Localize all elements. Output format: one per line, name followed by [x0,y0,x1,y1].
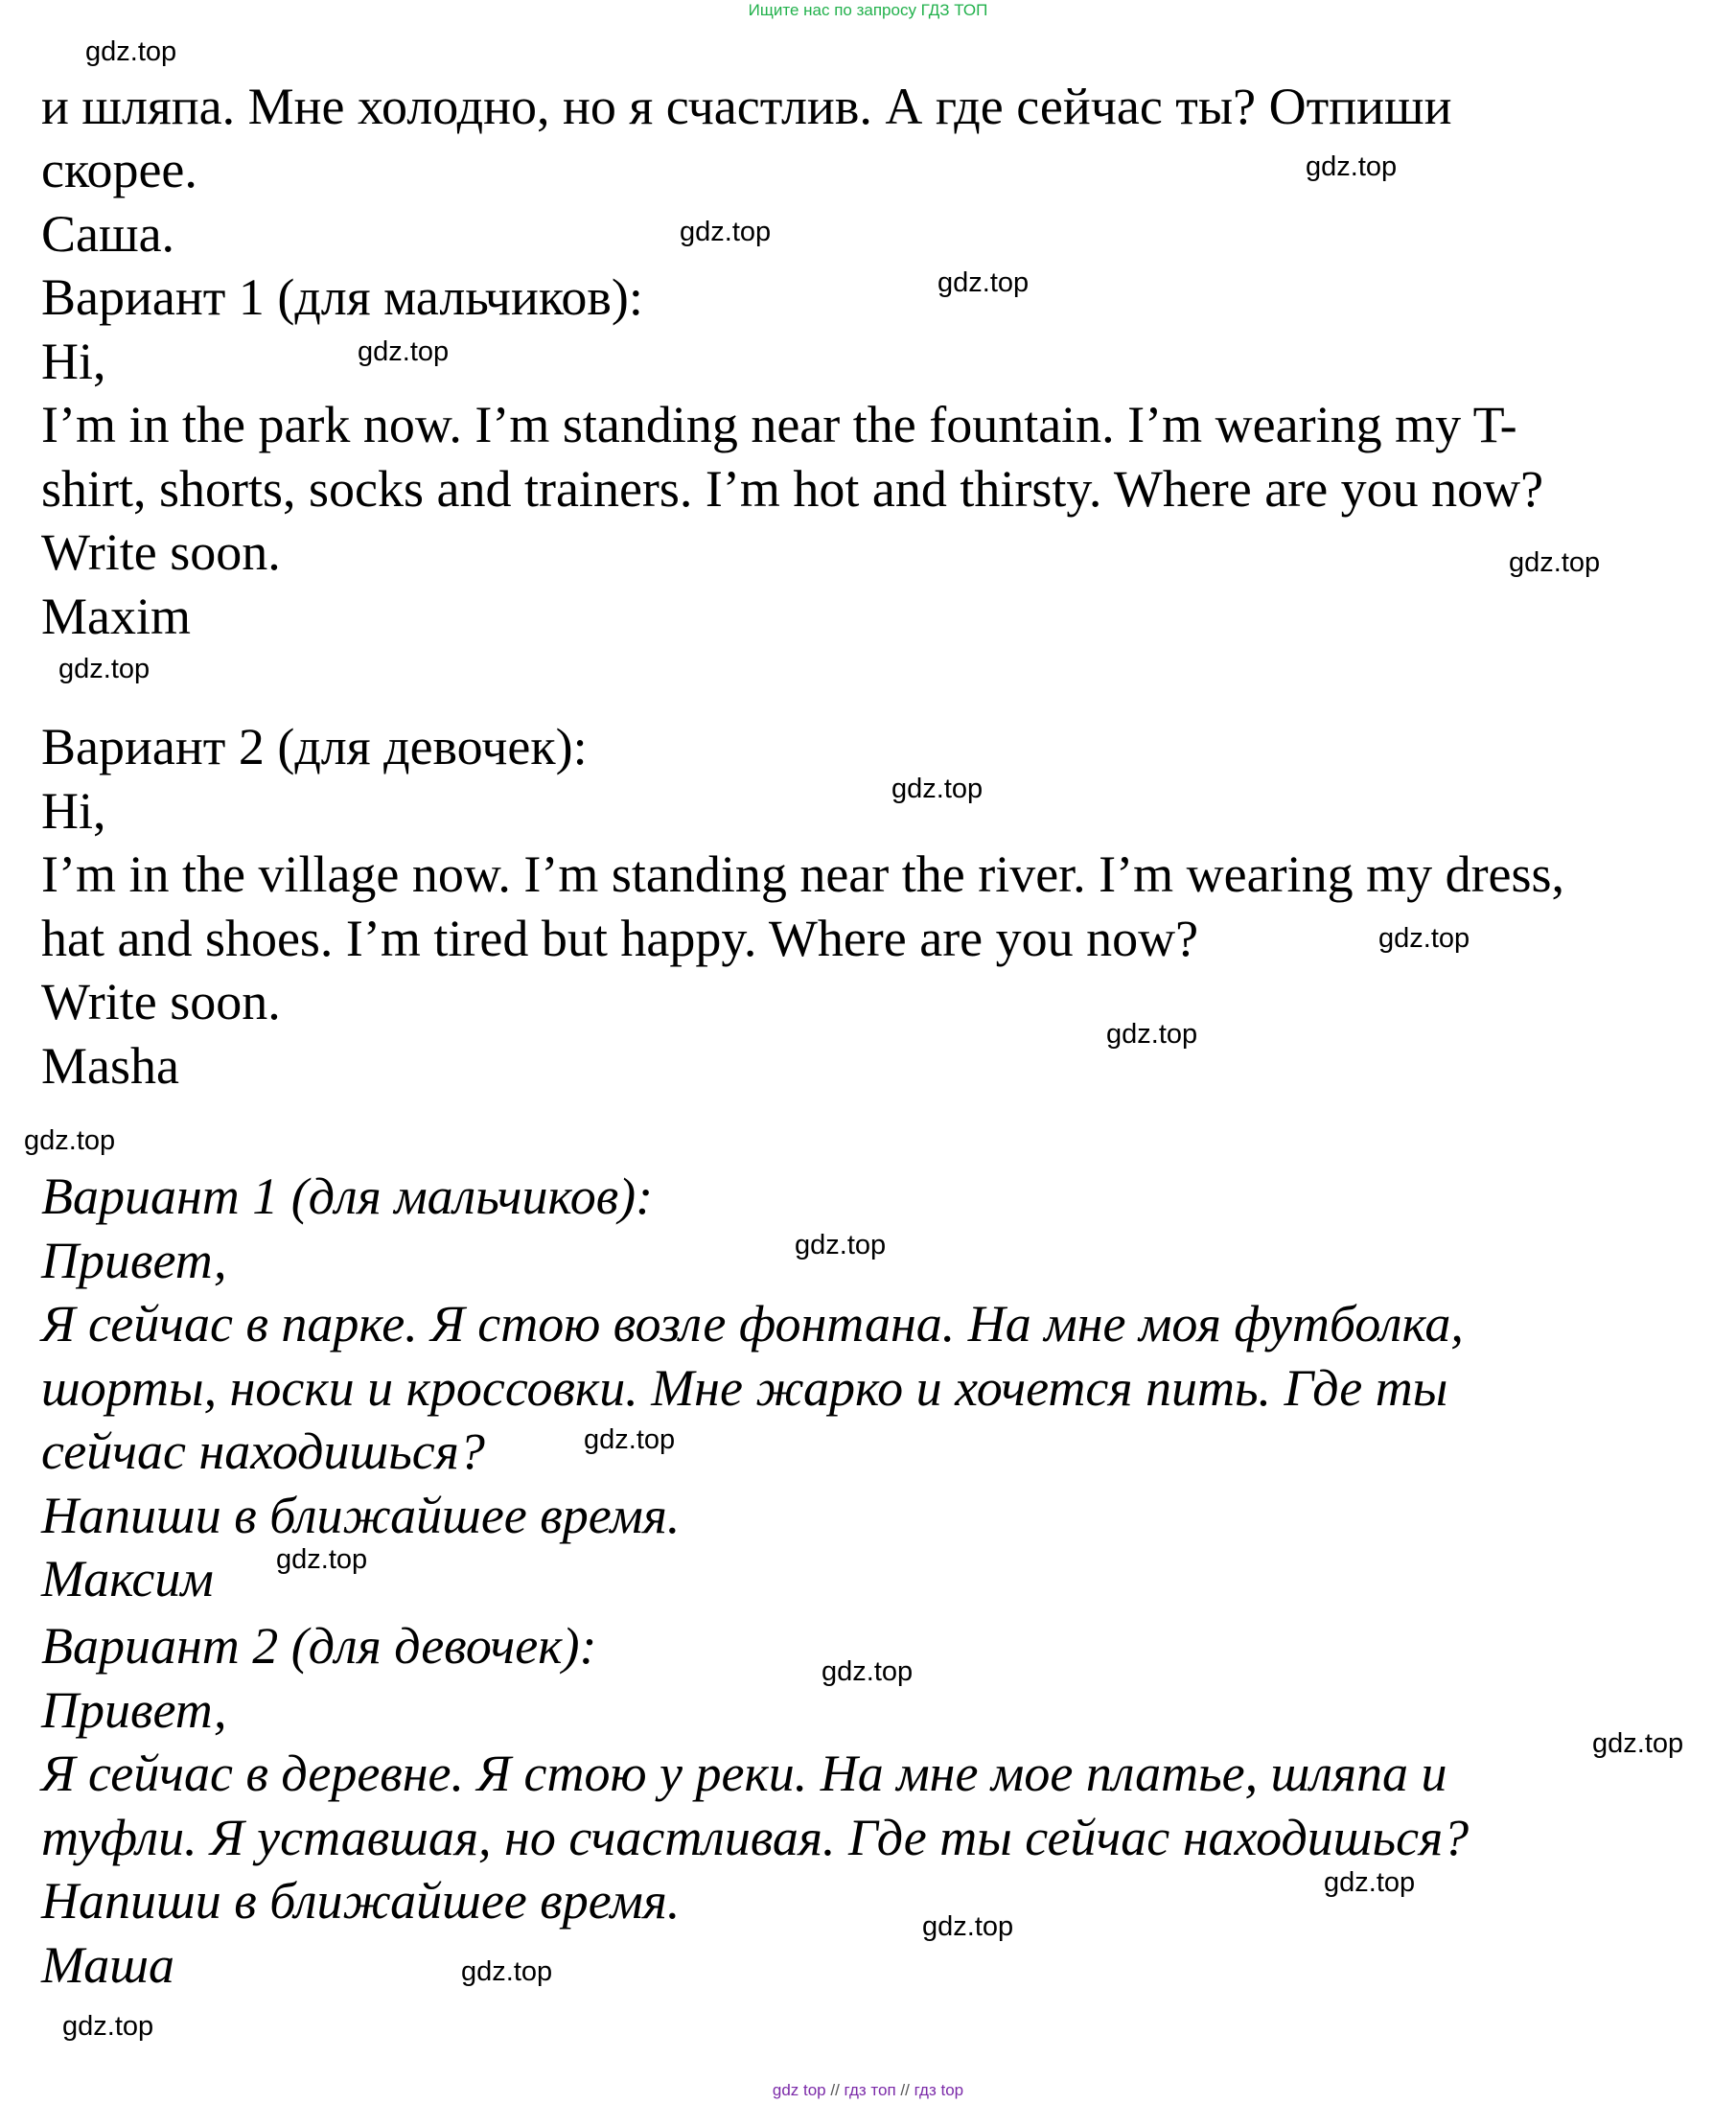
variant2-signature: Masha [41,1037,179,1095]
watermark: gdz.top [85,36,177,67]
watermark: gdz.top [58,654,150,684]
watermark: gdz.top [1509,547,1601,578]
translation2-body-line: Я сейчас в деревне. Я стою у реки. На мне мое платье, шляпа и [41,1745,1447,1802]
translation2-signature: Маша [41,1936,174,1994]
translation2-heading: Вариант 2 (для девочек): [41,1617,597,1675]
variant2-body-line: hat and shoes. I’m tired but happy. Where are you now? [41,910,1199,967]
variant1-closing: Write soon. [41,523,281,581]
variant1-greeting: Hi, [41,333,106,390]
watermark: gdz.top [1378,923,1470,954]
translation2-closing: Напиши в ближайшее время. [41,1872,681,1930]
watermark: gdz.top [358,336,450,367]
footer-separator: // [830,2081,840,2099]
variant1-heading: Вариант 1 (для мальчиков): [41,268,643,326]
variant1-body-line: I’m in the park now. I’m standing near the fountain. I’m wearing my T- [41,396,1517,453]
watermark: gdz.top [24,1125,116,1156]
translation1-body-line: шорты, носки и кроссовки. Мне жарко и хочется пить. Где ты [41,1359,1448,1417]
watermark: gdz.top [584,1424,676,1455]
watermark: gdz.top [795,1230,887,1260]
watermark: gdz.top [822,1656,914,1687]
footer-link[interactable]: gdz top [772,2081,826,2099]
variant1-body-line: shirt, shorts, socks and trainers. I’m hot and thirsty. Where are you now? [41,460,1544,518]
letter-line: скорее. [41,141,197,198]
translation2-body-line: туфли. Я уставшая, но счастливая. Где ты сейчас находишься? [41,1809,1470,1866]
watermark: gdz.top [680,217,772,247]
translation1-body-line: Я сейчас в парке. Я стою возле фонтана. На мне моя футболка, [41,1295,1464,1353]
letter-line: и шляпа. Мне холодно, но я счастлив. А где сейчас ты? Отпиши [41,78,1452,135]
watermark: gdz.top [1306,151,1398,182]
footer-link[interactable]: гдз top [914,2081,964,2099]
watermark: gdz.top [891,774,984,804]
variant1-signature: Maxim [41,588,191,645]
translation1-body-line: сейчас находишься? [41,1422,485,1480]
translation1-heading: Вариант 1 (для мальчиков): [41,1168,654,1225]
translation2-greeting: Привет, [41,1681,227,1739]
footer-links [0,2080,1736,2101]
translation1-greeting: Привет, [41,1232,227,1289]
variant2-greeting: Hi, [41,782,106,840]
top-banner[interactable]: Ищите нас по запросу ГДЗ ТОП [748,1,988,19]
translation1-closing: Напиши в ближайшее время. [41,1487,681,1544]
translation1-signature: Максим [41,1550,214,1607]
variant2-body-line: I’m in the village now. I’m standing near the river. I’m wearing my dress, [41,845,1565,903]
footer-link[interactable]: гдз топ [844,2081,896,2099]
variant2-closing: Write soon. [41,973,281,1030]
watermark: gdz.top [937,267,1030,298]
watermark: gdz.top [276,1544,368,1575]
letter-signature: Саша. [41,205,175,263]
footer-separator: // [900,2081,910,2099]
watermark: gdz.top [62,2011,154,2042]
watermark: gdz.top [1324,1867,1416,1898]
watermark: gdz.top [461,1956,553,1987]
watermark: gdz.top [922,1911,1014,1942]
watermark: gdz.top [1592,1728,1684,1759]
watermark: gdz.top [1106,1019,1198,1050]
variant2-heading: Вариант 2 (для девочек): [41,718,588,775]
